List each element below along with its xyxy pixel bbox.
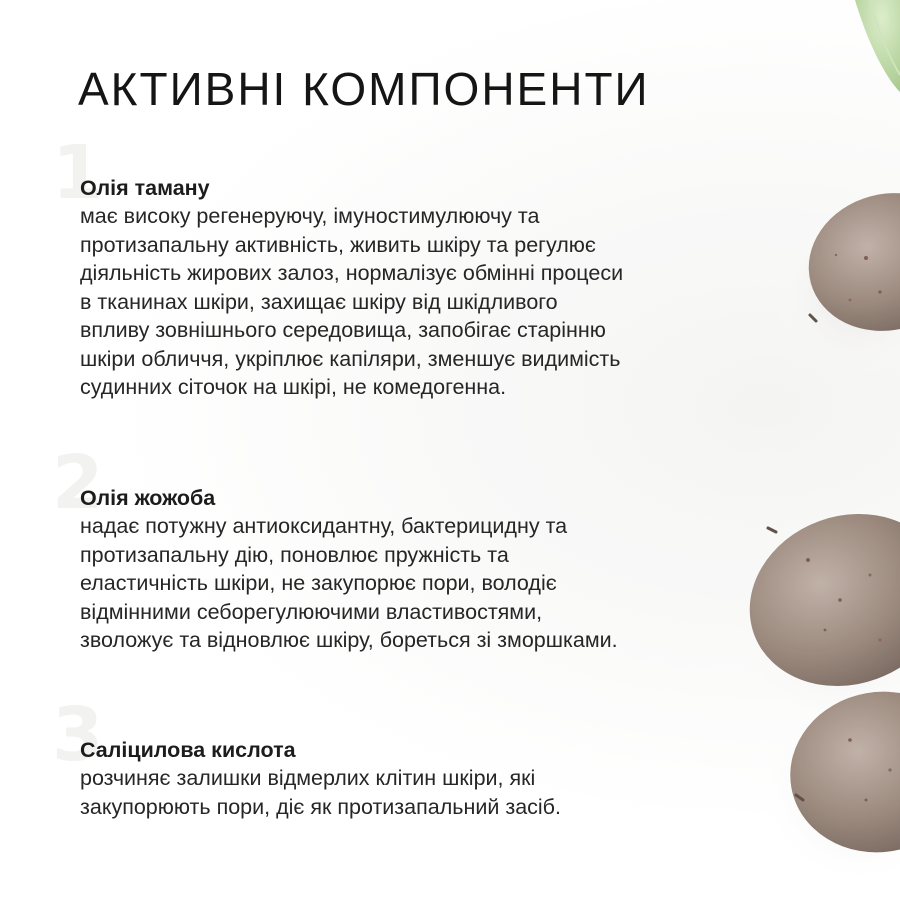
ingredient-name: Саліцилова кислота bbox=[80, 738, 296, 762]
description-line: протизапальну активність, живить шкіру та регулює bbox=[80, 232, 596, 257]
ingredient-block bbox=[52, 692, 780, 821]
description-line: розчиняє залишки відмерлих клітин шкіри, які bbox=[80, 766, 536, 790]
nut-1 bbox=[793, 176, 900, 349]
description-line: шкіри обличчя, укріплює капіляри, зменшує видимість bbox=[80, 346, 621, 371]
ingredient-name: Олія жожоба bbox=[80, 486, 216, 510]
description-line: зволожує та відновлює шкіру, бореться зі зморшками. bbox=[80, 628, 618, 652]
ingredient-number: 2 bbox=[52, 440, 104, 526]
description-line: відмінними себорегулюючими властивостями, bbox=[80, 599, 543, 624]
ingredient-description bbox=[80, 764, 780, 821]
ingredient-number: 3 bbox=[52, 692, 104, 778]
nut-3 bbox=[777, 678, 900, 867]
description-line: судинних сіточок на шкірі, не комедогенна. bbox=[80, 375, 507, 399]
ingredient-description bbox=[80, 512, 780, 655]
ingredient-block bbox=[52, 440, 780, 655]
description-line: надає потужну антиоксидантну, бактерицидну та bbox=[80, 514, 568, 538]
description-line: діяльність жирових залоз, нормалізує обмінні процеси bbox=[80, 261, 624, 285]
leaf-shape bbox=[855, 0, 900, 92]
description-line: закупорюють пори, діє як протизапальний засіб. bbox=[80, 794, 561, 819]
page-title: АКТИВНІ КОМПОНЕНТИ bbox=[78, 63, 650, 115]
ingredient-name: Олія таману bbox=[80, 176, 210, 200]
description-line: протизапальну дію, поновлює пружність та bbox=[80, 542, 509, 567]
ingredient-block bbox=[52, 130, 780, 402]
description-line: еластичність шкіри, не закупорює пори, володіє bbox=[80, 571, 557, 595]
ingredient-description bbox=[80, 202, 780, 402]
description-line: впливу зовнішнього середовища, запобігає старінню bbox=[80, 318, 606, 342]
description-line: в тканинах шкіри, захищає шкіру від шкідливого bbox=[80, 289, 558, 314]
description-line: має високу регенеруючу, імуностимулюючу та bbox=[80, 204, 540, 228]
ingredient-number: 1 bbox=[52, 130, 104, 216]
